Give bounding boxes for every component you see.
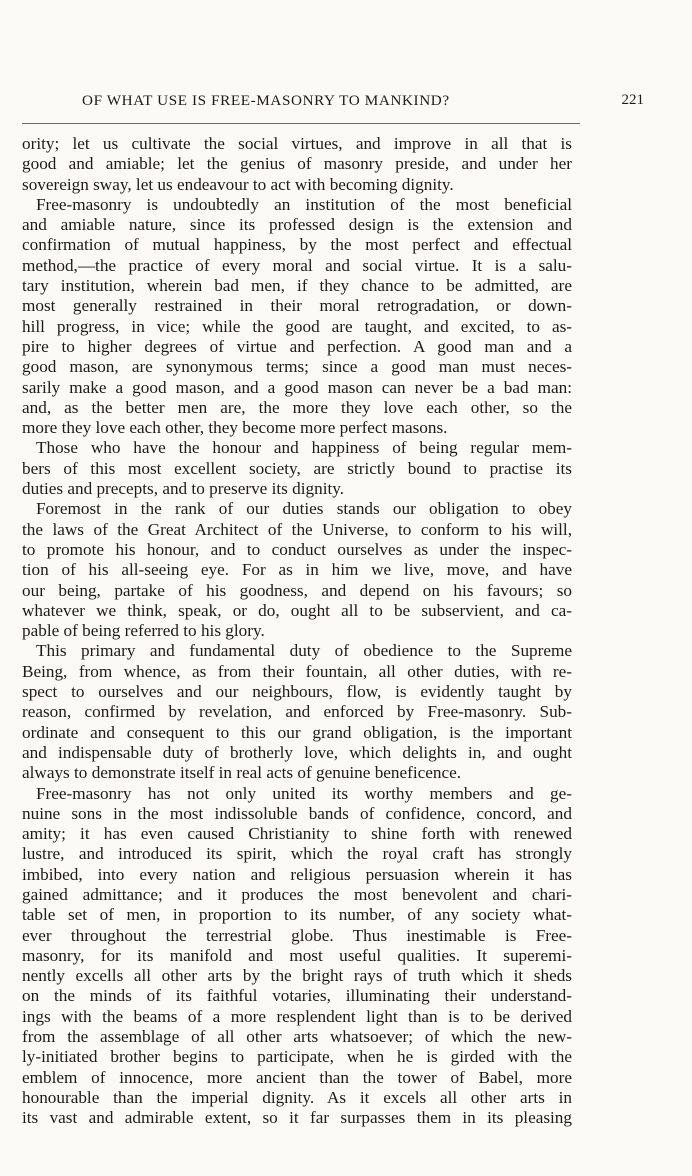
running-head <box>60 92 652 114</box>
text-line: tary institution, wherein bad men, if they chance to be admitted, are <box>22 276 572 296</box>
text-line: amity; it has even caused Christianity to shine forth with renewed <box>22 824 572 844</box>
text-line: Foremost in the rank of our duties stands our obligation to obey <box>36 499 572 519</box>
text-line: pire to higher degrees of virtue and perfection. A good man and a <box>22 336 572 356</box>
text-line: the laws of the Great Architect of the Universe, to conform to his will, <box>22 519 572 539</box>
running-title: OF WHAT USE IS FREE-MASONRY TO MANKIND? <box>82 92 450 109</box>
text-line: and, as the better men are, the more they love each other, so the <box>22 397 572 417</box>
text-line: good mason, are synonymous terms; since a good man must neces- <box>22 357 572 377</box>
text-line: to promote his honour, and to conduct ourselves as under the inspec- <box>22 539 572 559</box>
text-line: nuine sons in the most indissoluble bands of confidence, concord, and <box>22 803 572 823</box>
text-line: table set of men, in proportion to its number, of any society what- <box>22 905 572 925</box>
body-text <box>22 134 572 1129</box>
text-line: on the minds of its faithful votaries, illuminating their understand- <box>22 986 572 1006</box>
text-line: its vast and admirable extent, so it far surpasses them in its pleasing <box>22 1108 572 1128</box>
text-line: bers of this most excellent society, are strictly bound to practise its <box>22 458 572 478</box>
text-line: always to demonstrate itself in real acts of genuine beneficence. <box>22 763 462 783</box>
text-line: method,—the practice of every moral and social virtue. It is a salu- <box>22 255 572 275</box>
text-line: ordinate and consequent to this our grand obligation, is the important <box>22 722 572 742</box>
text-line: whatever we think, speak, or do, ought all to be subservient, and ca- <box>22 600 572 620</box>
text-line: from the assemblage of all other arts whatsoever; of which the new- <box>22 1027 572 1047</box>
text-line: gained admittance; and it produces the most benevolent and chari- <box>22 884 572 904</box>
text-line: tion of his all-seeing eye. For as in him we live, move, and have <box>22 560 572 580</box>
text-line: nently excells all other arts by the bright rays of truth which it sheds <box>22 966 572 986</box>
text-line: confirmation of mutual happiness, by the most perfect and effectual <box>22 235 572 255</box>
text-line: duties and precepts, and to preserve its dignity. <box>22 479 345 499</box>
text-line: ority; let us cultivate the social virtues, and improve in all that is <box>22 134 572 153</box>
text-line: ever throughout the terrestrial globe. Thus inestimable is Free- <box>22 925 572 945</box>
text-line: spect to ourselves and our neighbours, flow, is evidently taught by <box>22 682 572 702</box>
text-line: lustre, and introduced its spirit, which the royal craft has strongly <box>22 844 572 864</box>
text-line: ings with the beams of a more resplendent light than is to be derived <box>22 1006 572 1026</box>
text-line: our being, partake of his goodness, and depend on his favours; so <box>22 580 572 600</box>
header-rule <box>22 123 580 124</box>
text-line: This primary and fundamental duty of obedience to the Supreme <box>36 641 572 661</box>
text-line: imbibed, into every nation and religious persuasion wherein it has <box>22 864 572 884</box>
text-line: most generally restrained in their moral retrogradation, or down- <box>22 296 572 316</box>
text-line: emblem of innocence, more ancient than the tower of Babel, more <box>22 1067 572 1087</box>
text-line: and indispensable duty of brotherly love, which delights in, and ought <box>22 742 572 762</box>
text-line: pable of being referred to his glory. <box>22 621 265 641</box>
text-line: Those who have the honour and happiness of being regular mem- <box>36 438 572 458</box>
text-line: Free-masonry has not only united its worthy members and ge- <box>36 783 572 803</box>
text-line: hill progress, in vice; while the good are taught, and excited, to as- <box>22 316 572 336</box>
text-line: ly-initiated brother begins to participate, when he is girded with the <box>22 1047 572 1067</box>
text-line: reason, confirmed by revelation, and enforced by Free-masonry. Sub- <box>22 702 572 722</box>
text-line: good and amiable; let the genius of masonry preside, and under her <box>22 154 572 174</box>
text-line: more they love each other, they become more perfect masons. <box>22 418 448 438</box>
text-line: honourable than the imperial dignity. As it excels all other arts in <box>22 1087 572 1107</box>
text-line: Being, from whence, as from their fountain, all other duties, with re- <box>22 661 572 681</box>
text-line: sovereign sway, let us endeavour to act with becoming dignity. <box>22 174 454 194</box>
text-line: masonry, for its manifold and most useful qualities. It superemi- <box>22 945 572 965</box>
text-line: sarily make a good mason, and a good mason can never be a bad man: <box>22 377 572 397</box>
page-number: 221 <box>621 92 644 108</box>
text-line: and amiable nature, since its professed design is the extension and <box>22 215 572 235</box>
text-line: Free-masonry is undoubtedly an institution of the most beneficial <box>36 194 572 214</box>
